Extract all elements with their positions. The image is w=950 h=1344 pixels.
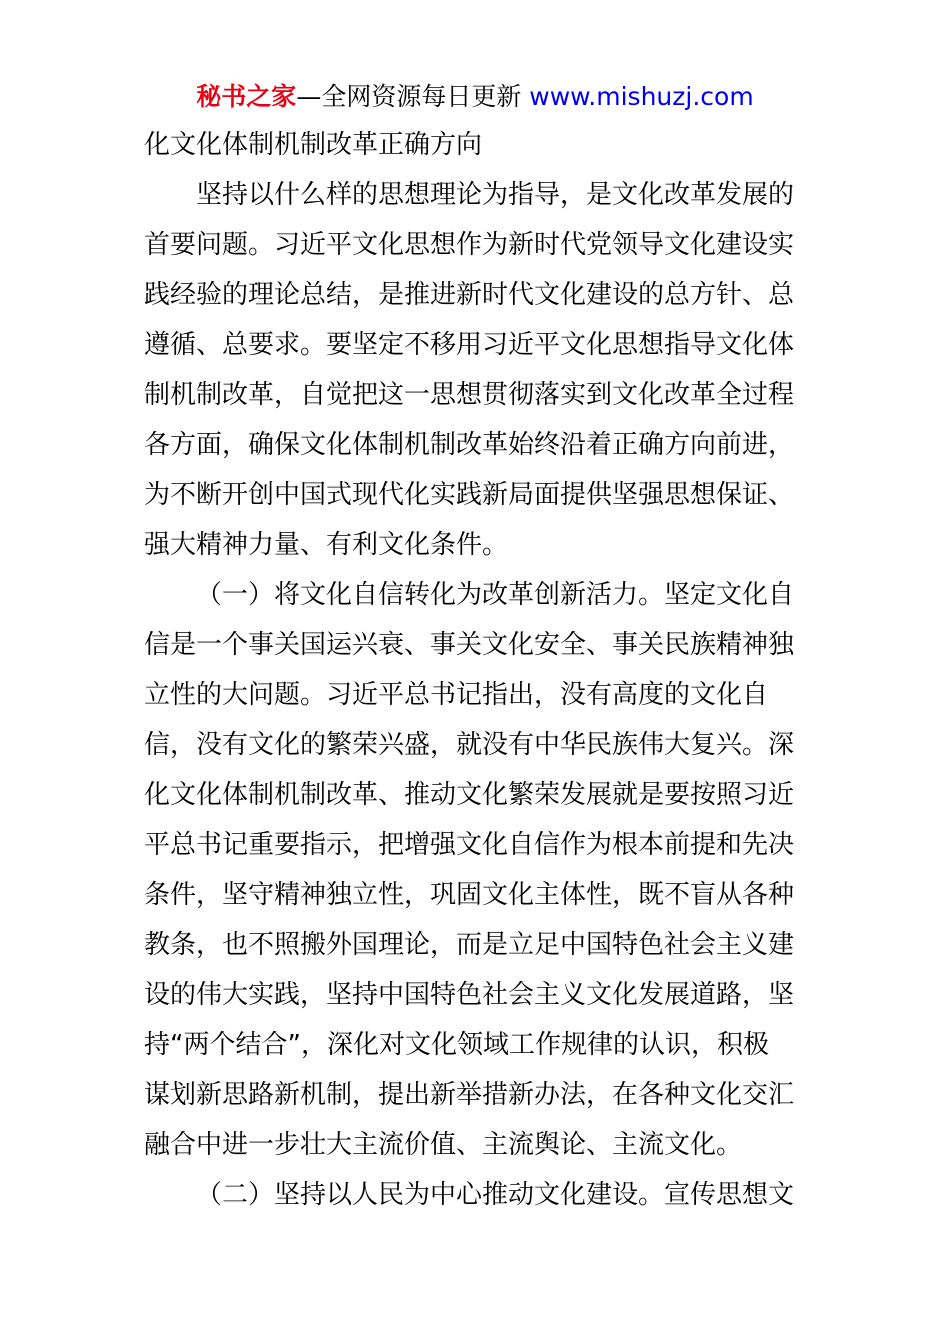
- text-line: 制机制改革，自觉把这一思想贯彻落实到文化改革全过程: [144, 380, 795, 410]
- site-brand: 秘书之家: [196, 82, 297, 111]
- text-line: 化文化体制机制改革正确方向: [144, 130, 483, 160]
- text-line: 为不断开创中国式现代化实践新局面提供坚强思想保证、: [144, 480, 795, 510]
- text-line: 条件，坚守精神独立性，巩固文化主体性，既不盲从各种: [144, 880, 795, 910]
- text-line: 融合中进一步壮大主流价值、主流舆论、主流文化。: [144, 1130, 743, 1160]
- text-line: 教条，也不照搬外国理论，而是立足中国特色社会主义建: [144, 930, 795, 960]
- text-line: 各方面，确保文化体制机制改革始终沿着正确方向前进，: [144, 430, 795, 460]
- text-line: 设的伟大实践，坚持中国特色社会主义文化发展道路，坚: [144, 980, 795, 1010]
- text-line: 信，没有文化的繁荣兴盛，就没有中华民族伟大复兴。深: [144, 730, 795, 760]
- text-line: 化文化体制机制改革、推动文化繁荣发展就是要按照习近: [144, 780, 795, 810]
- text-line: （二）坚持以人民为中心推动文化建设。宣传思想文: [196, 1180, 795, 1210]
- text-line: 强大精神力量、有利文化条件。: [144, 530, 509, 560]
- text-line: （一）将文化自信转化为改革创新活力。坚定文化自: [196, 580, 795, 610]
- text-line: 信是一个事关国运兴衰、事关文化安全、事关民族精神独: [144, 630, 795, 660]
- text-line: 首要问题。习近平文化思想作为新时代党领导文化建设实: [144, 230, 795, 260]
- text-line: 平总书记重要指示，把增强文化自信作为根本前提和先决: [144, 830, 795, 860]
- site-url-link[interactable]: www.mishuzj.com: [529, 82, 754, 111]
- site-tagline: —全网资源每日更新: [296, 82, 530, 111]
- text-line: 立性的大问题。习近平总书记指出，没有高度的文化自: [144, 680, 769, 710]
- site-header: [0, 80, 950, 114]
- document-body: [144, 120, 808, 1220]
- text-line: 遵循、总要求。要坚定不移用习近平文化思想指导文化体: [144, 330, 795, 360]
- text-line: 持“两个结合”，深化对文化领域工作规律的认识，积极: [144, 1030, 769, 1060]
- text-line: 谋划新思路新机制，提出新举措新办法，在各种文化交汇: [144, 1080, 795, 1110]
- text-line: 践经验的理论总结，是推进新时代文化建设的总方针、总: [144, 280, 795, 310]
- text-line: 坚持以什么样的思想理论为指导，是文化改革发展的: [196, 180, 795, 210]
